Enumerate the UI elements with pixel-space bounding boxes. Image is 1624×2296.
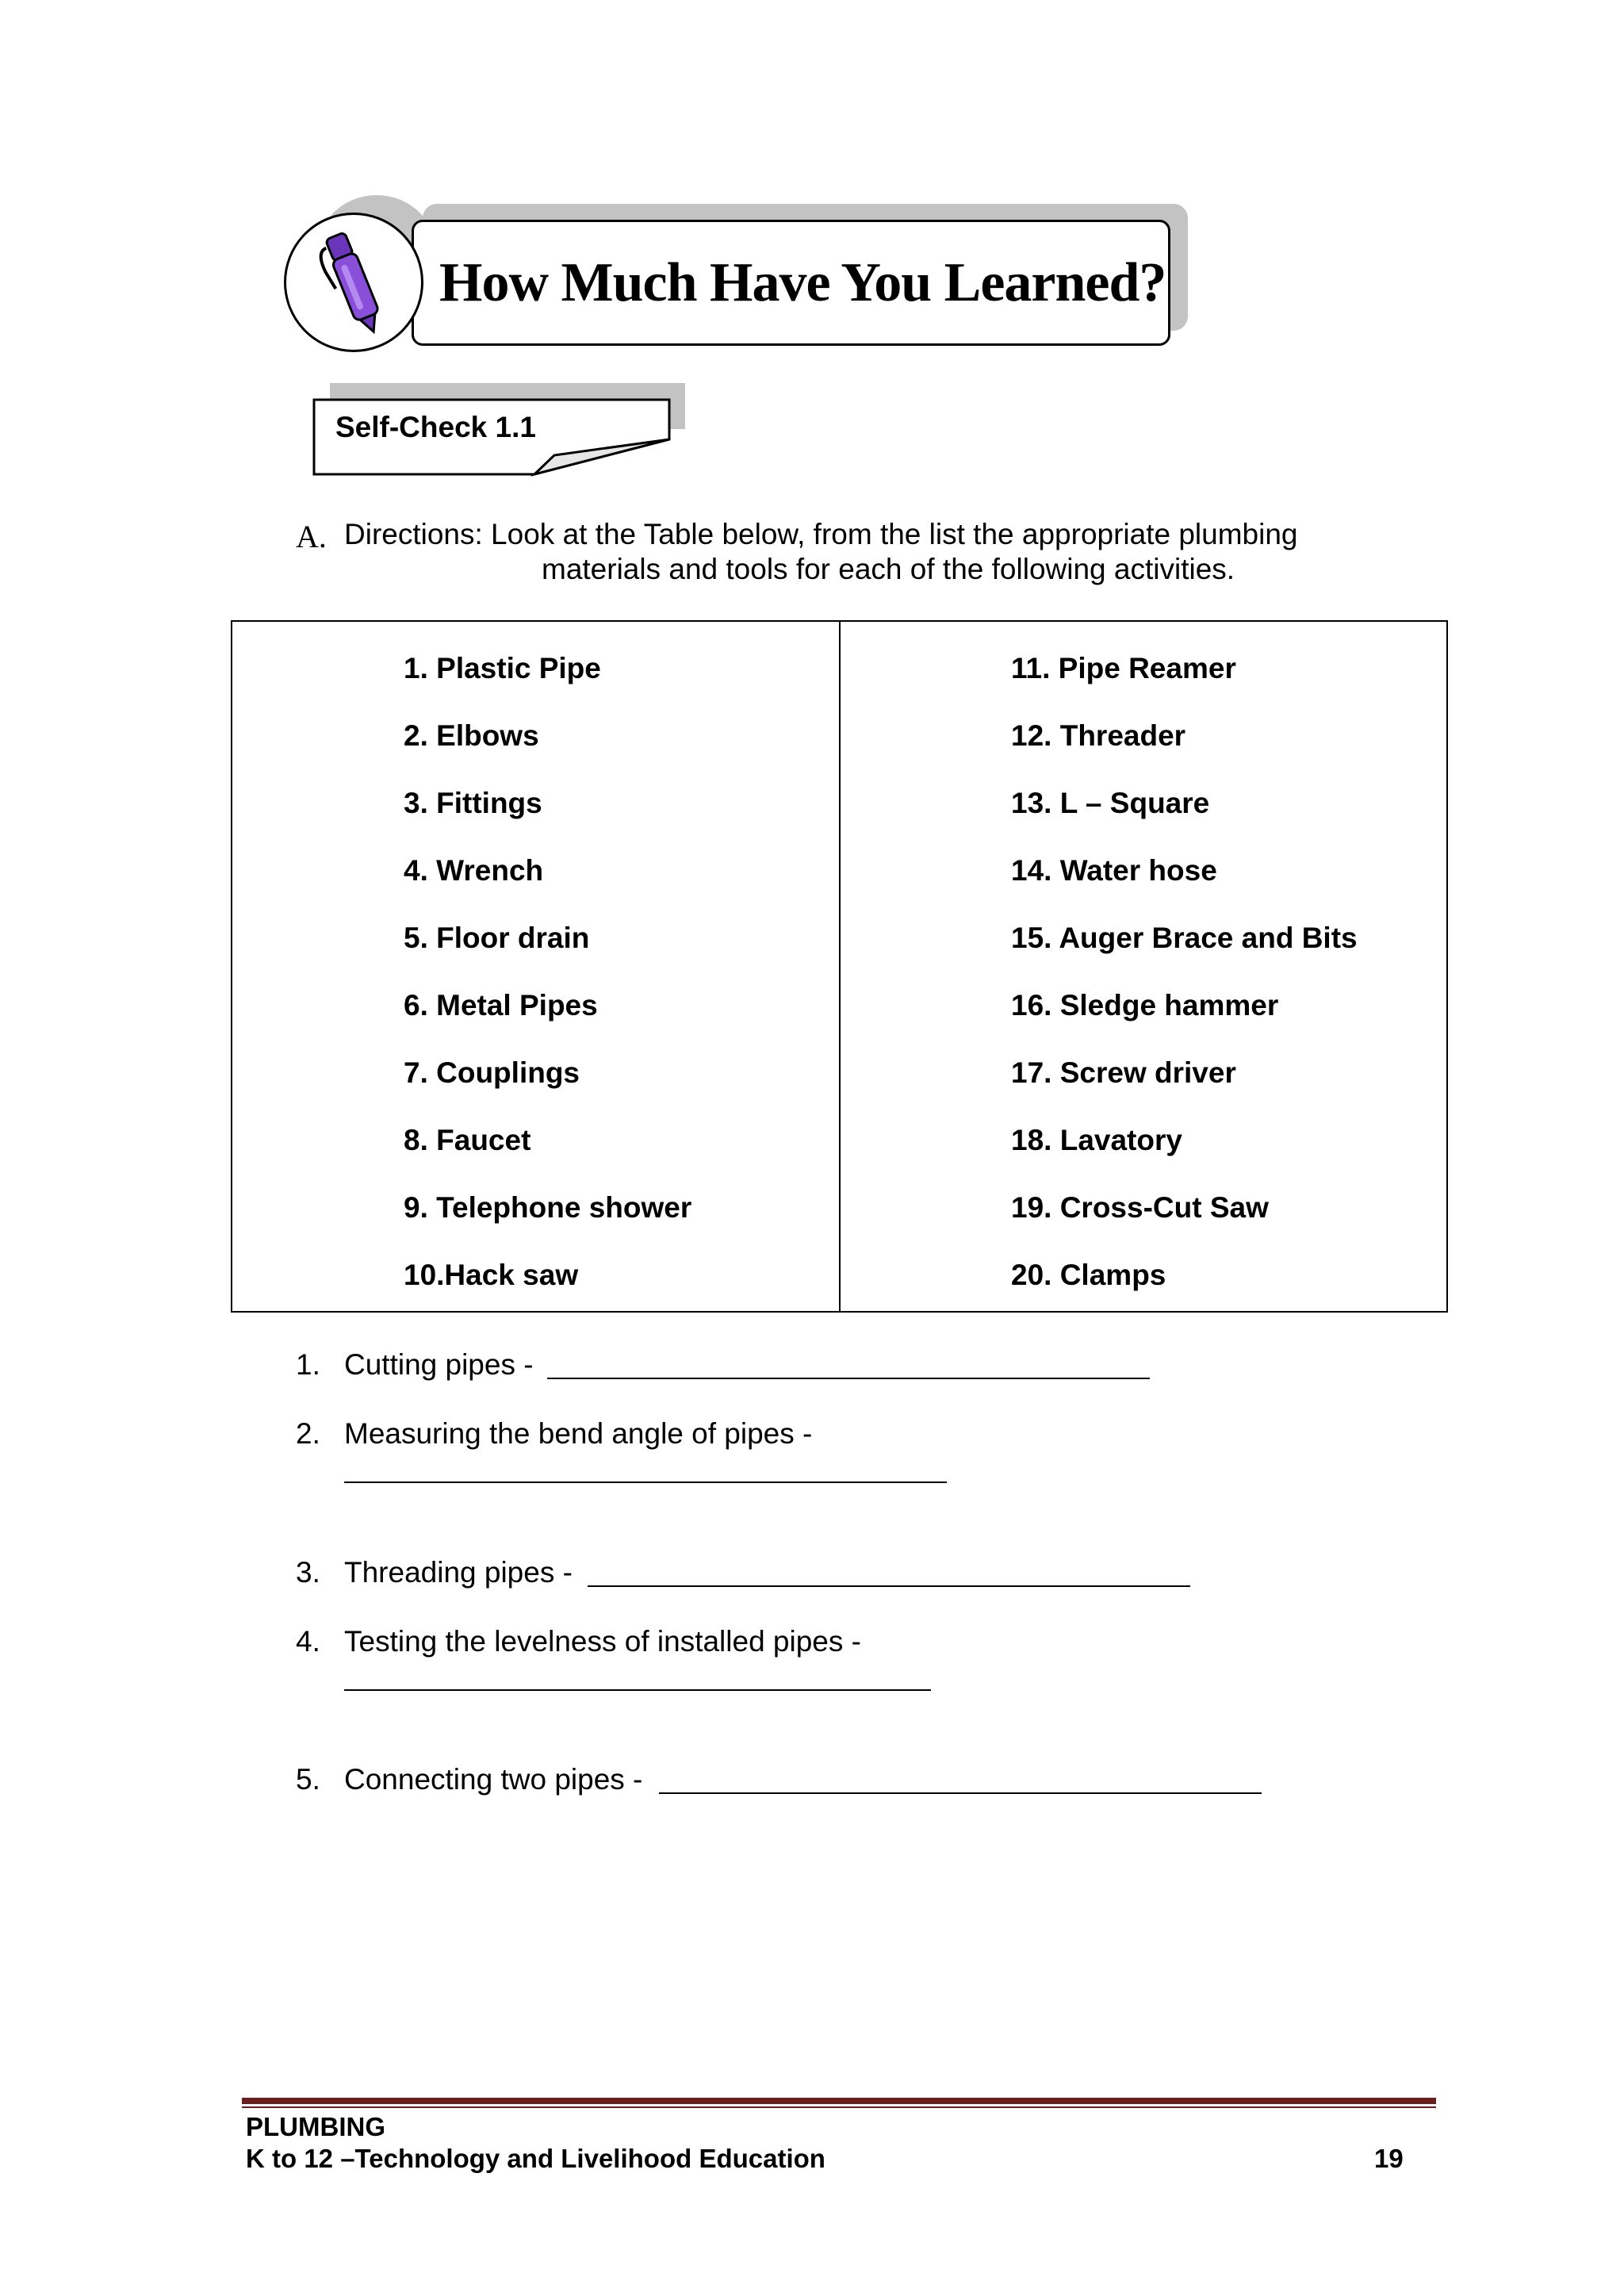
list-item: 1. Plastic Pipe: [404, 652, 601, 684]
question-number: 1.: [296, 1348, 320, 1381]
title-banner: [412, 220, 1170, 346]
answer-blank-5[interactable]: [659, 1792, 1262, 1794]
list-item: 6. Metal Pipes: [404, 989, 598, 1022]
footer-rule: [242, 2098, 1436, 2104]
answer-blank-2[interactable]: [344, 1481, 947, 1483]
list-item: 15. Auger Brace and Bits: [1011, 922, 1358, 954]
list-item: 7. Couplings: [404, 1056, 580, 1089]
answer-blank-3[interactable]: [588, 1585, 1190, 1587]
list-item: 18. Lavatory: [1011, 1124, 1182, 1156]
question-number: 5.: [296, 1763, 320, 1796]
self-check-label: Self-Check 1.1: [335, 411, 536, 443]
question-text: Testing the levelness of installed pipes -: [344, 1625, 861, 1658]
list-item: 4. Wrench: [404, 854, 544, 887]
question-number: 3.: [296, 1556, 320, 1589]
list-item: 13. L – Square: [1011, 787, 1210, 819]
list-item: 16. Sledge hammer: [1011, 989, 1279, 1022]
footer-rule-thin: [242, 2106, 1436, 2108]
page-number: 19: [1374, 2144, 1404, 2173]
list-item: 11. Pipe Reamer: [1011, 652, 1236, 684]
question-number: 2.: [296, 1417, 320, 1450]
answer-blank-4[interactable]: [344, 1689, 931, 1691]
list-item: 14. Water hose: [1011, 854, 1217, 887]
question-text: Measuring the bend angle of pipes -: [344, 1417, 813, 1450]
pen-badge: [284, 213, 423, 352]
question-text: Connecting two pipes -: [344, 1763, 643, 1796]
question-text: Threading pipes -: [344, 1556, 573, 1589]
footer-course: K to 12 –Technology and Livelihood Education: [246, 2144, 825, 2173]
list-item: 20. Clamps: [1011, 1259, 1166, 1291]
list-item: 9. Telephone shower: [404, 1191, 692, 1224]
directions-text-line1: Directions: Look at the Table below, from the list the appropriate plumbing: [344, 518, 1298, 550]
list-item: 8. Faucet: [404, 1124, 531, 1156]
list-item: 17. Screw driver: [1011, 1056, 1236, 1089]
footer-subject: PLUMBING: [246, 2112, 385, 2141]
page-title: How Much Have You Learned?: [439, 251, 1166, 313]
list-item: 3. Fittings: [404, 787, 542, 819]
directions-letter: A.: [296, 519, 327, 554]
question-number: 4.: [296, 1625, 320, 1658]
list-item: 5. Floor drain: [404, 922, 590, 954]
question-text: Cutting pipes -: [344, 1348, 534, 1381]
list-item: 10.Hack saw: [404, 1259, 579, 1291]
list-item: 12. Threader: [1011, 719, 1186, 752]
answer-blank-1[interactable]: [547, 1378, 1150, 1379]
list-item: 2. Elbows: [404, 719, 539, 752]
list-item: 19. Cross-Cut Saw: [1011, 1191, 1269, 1224]
directions-text-line2: materials and tools for each of the following activities.: [542, 553, 1235, 585]
pen-icon: [306, 223, 401, 342]
table-column-divider: [839, 620, 841, 1313]
